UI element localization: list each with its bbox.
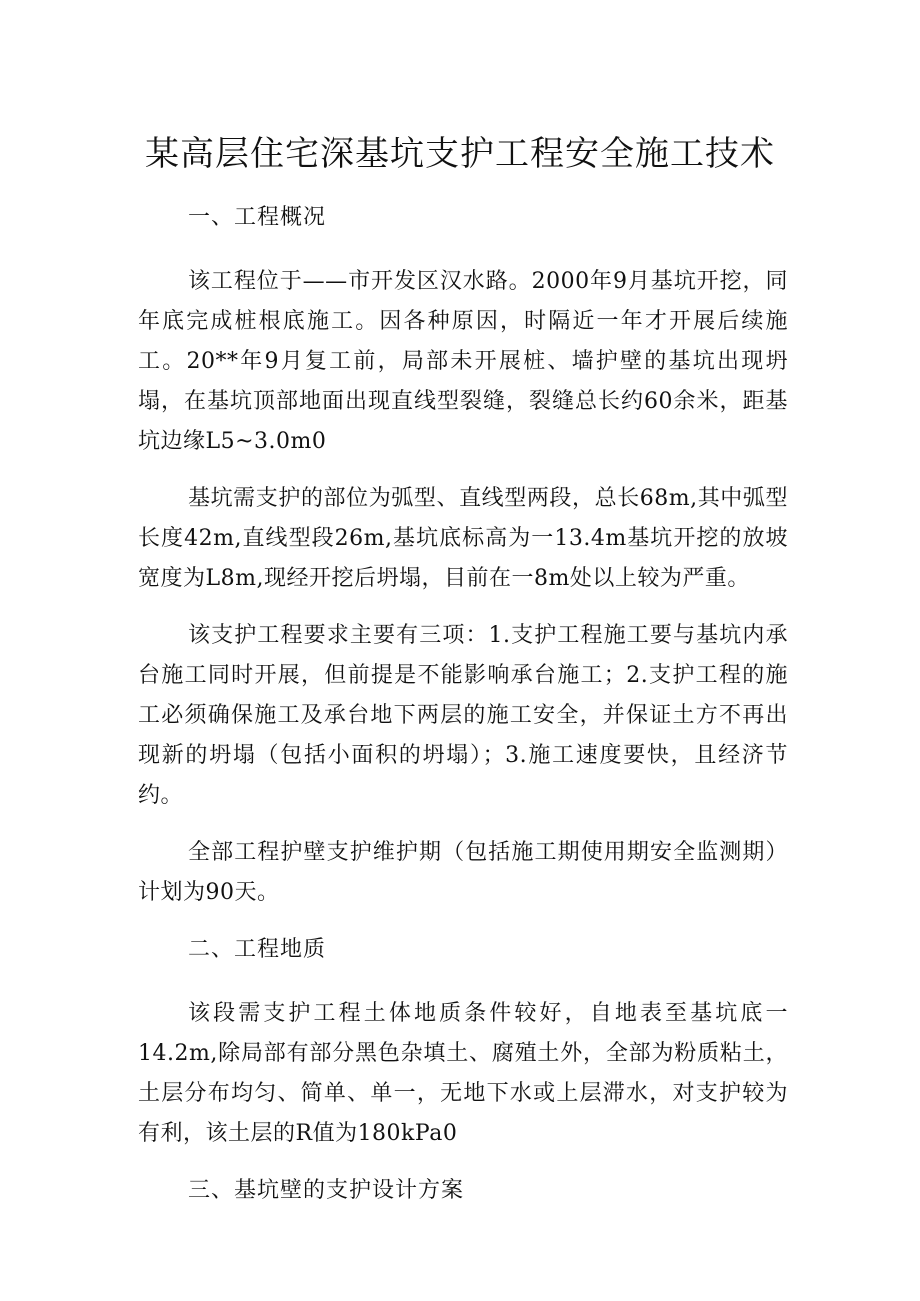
paragraph-location: 该工程位于——市开发区汉水路。2000年9月基坑开挖，同年底完成桩根底施工。因各种原因，时隔近一年才开展后续施工。20**年9月复工前，局部未开展桩、墙护壁的基坑出现坍塌，在基坑顶部地面出现直线型裂缝，裂缝总长约60余米，距基坑边缘L5~3.0m0	[138, 269, 788, 454]
section-heading-design: 三、基坑壁的支护设计方案	[188, 1178, 465, 1203]
section-heading-overview: 一、工程概况	[188, 205, 327, 230]
paragraph-support-scope: 基坑需支护的部位为弧型、直线型两段，总长68m,其中弧型长度42m,直线型段26m,基坑底标高为一13.4m基坑开挖的放坡宽度为L8m,现经开挖后坍塌，目前在一8m处以上较为严重。	[138, 486, 788, 591]
document-body	[138, 198, 788, 1235]
paragraph-requirements: 该支护工程要求主要有三项：1.支护工程施工要与基坑内承台施工同时开展，但前提是不能影响承台施工；2.支护工程的施工必须确保施工及承台地下两层的施工安全，并保证土方不再出现新的坍塌（包括小面积的坍塌）；3.施工速度要快，且经济节约。	[138, 623, 788, 808]
section-heading-geology: 二、工程地质	[188, 937, 327, 962]
document-title: 某高层住宅深基坑支护工程安全施工技术	[145, 134, 775, 174]
paragraph-maintenance-period: 全部工程护壁支护维护期（包括施工期使用期安全监测期）计划为90天。	[138, 840, 788, 905]
paragraph-geology: 该段需支护工程土体地质条件较好，自地表至基坑底一14.2m,除局部有部分黑色杂填土、腐殖土外，全部为粉质粘土，土层分布均匀、简单、单一，无地下水或上层滞水，对支护较为有利，该土层的R值为180kPa0	[138, 1001, 788, 1146]
